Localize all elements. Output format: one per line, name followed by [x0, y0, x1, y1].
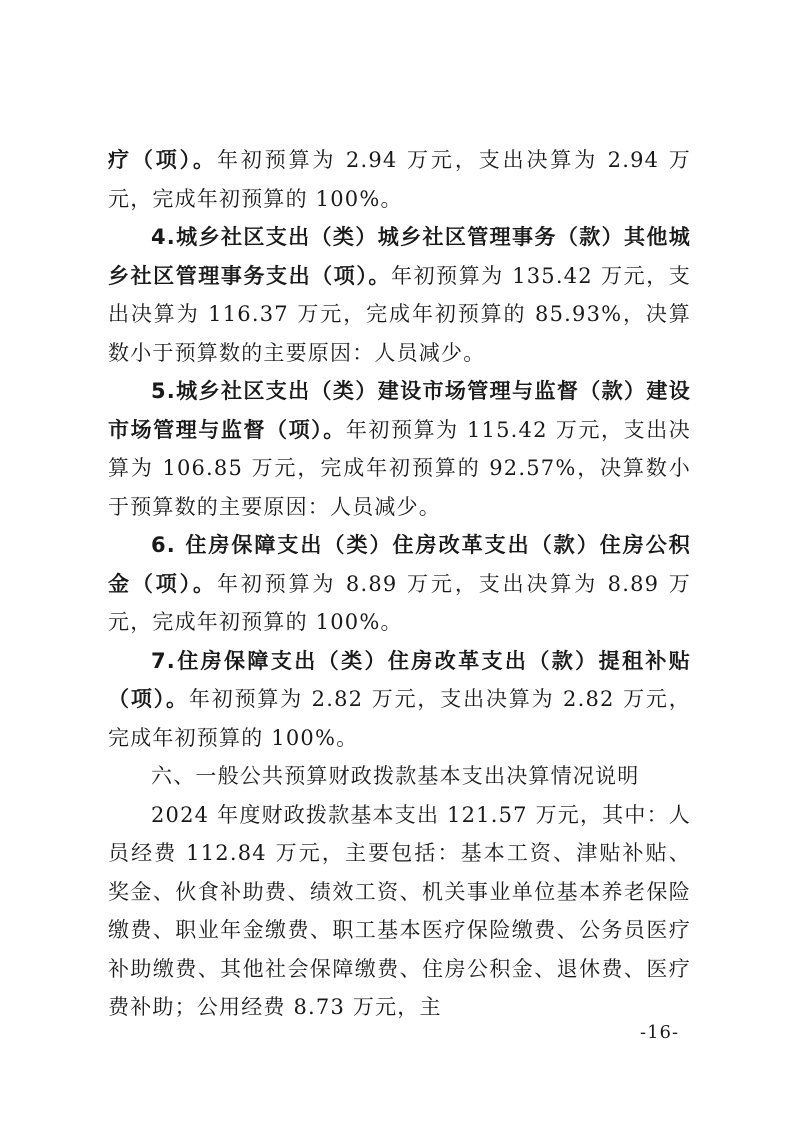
page-number: -16-: [640, 1022, 680, 1043]
paragraph-item-7: [108, 642, 691, 758]
paragraph-item-6: [108, 526, 691, 642]
section-heading: 六、一般公共预算财政拨款基本支出决算情况说明: [151, 764, 640, 788]
paragraph-text: 年初预算为 2.94 万元，支出决算为 2.94 万元，完成年初预算的 100%。: [108, 148, 692, 211]
paragraph-bold-lead: 6. 住房保障支出（类）住房改革支出（款）住房公积金（项）。: [108, 533, 691, 596]
paragraph-text: 年初预算为 2.82 万元，支出决算为 2.82 万元，完成年初预算的 100%。: [108, 687, 691, 750]
basic-expenditure-paragraph: 2024 年度财政拨款基本支出 121.57 万元，其中：人员经费 112.84 万元，主要包括：基本工资、津贴补贴、奖金、伙食补助费、绩效工资、机关事业单位基本养老保险缴费、职业年金缴费、职工基本医疗保险缴费、公务员医疗补助缴费、其他社会保障缴费、住房公积金、退休费、医疗费补助；公用经费 8.73 万元，主: [108, 802, 691, 1019]
paragraph-bold-lead: 5.城乡社区支出（类）建设市场管理与监督（款）建设市场管理与监督（项）。: [108, 379, 691, 442]
paragraph-text: 年初预算为 8.89 万元，支出决算为 8.89 万元，完成年初预算的 100%。: [108, 571, 692, 634]
document-body: [108, 141, 691, 1027]
paragraph-text: 年初预算为 115.42 万元，支出决算为 106.85 万元，完成年初预算的 92.57%，决算数小于预算数的主要原因：人员减少。: [108, 417, 691, 519]
paragraph-bold-lead: 疗（项）。: [108, 148, 217, 172]
paragraph-item-3-continued: [108, 141, 691, 218]
paragraph-item-4: [108, 218, 691, 372]
paragraph-bold-lead: 4.城乡社区支出（类）城乡社区管理事务（款）其他城乡社区管理事务支出（项）。: [108, 225, 691, 288]
paragraph-bold-lead: 7.住房保障支出（类）住房改革支出（款）提租补贴（项）。: [108, 648, 691, 711]
paragraph-text: 年初预算为 135.42 万元，支出决算为 116.37 万元，完成年初预算的 85.93%，决算数小于预算数的主要原因：人员减少。: [108, 263, 691, 365]
paragraph-item-5: [108, 372, 691, 526]
